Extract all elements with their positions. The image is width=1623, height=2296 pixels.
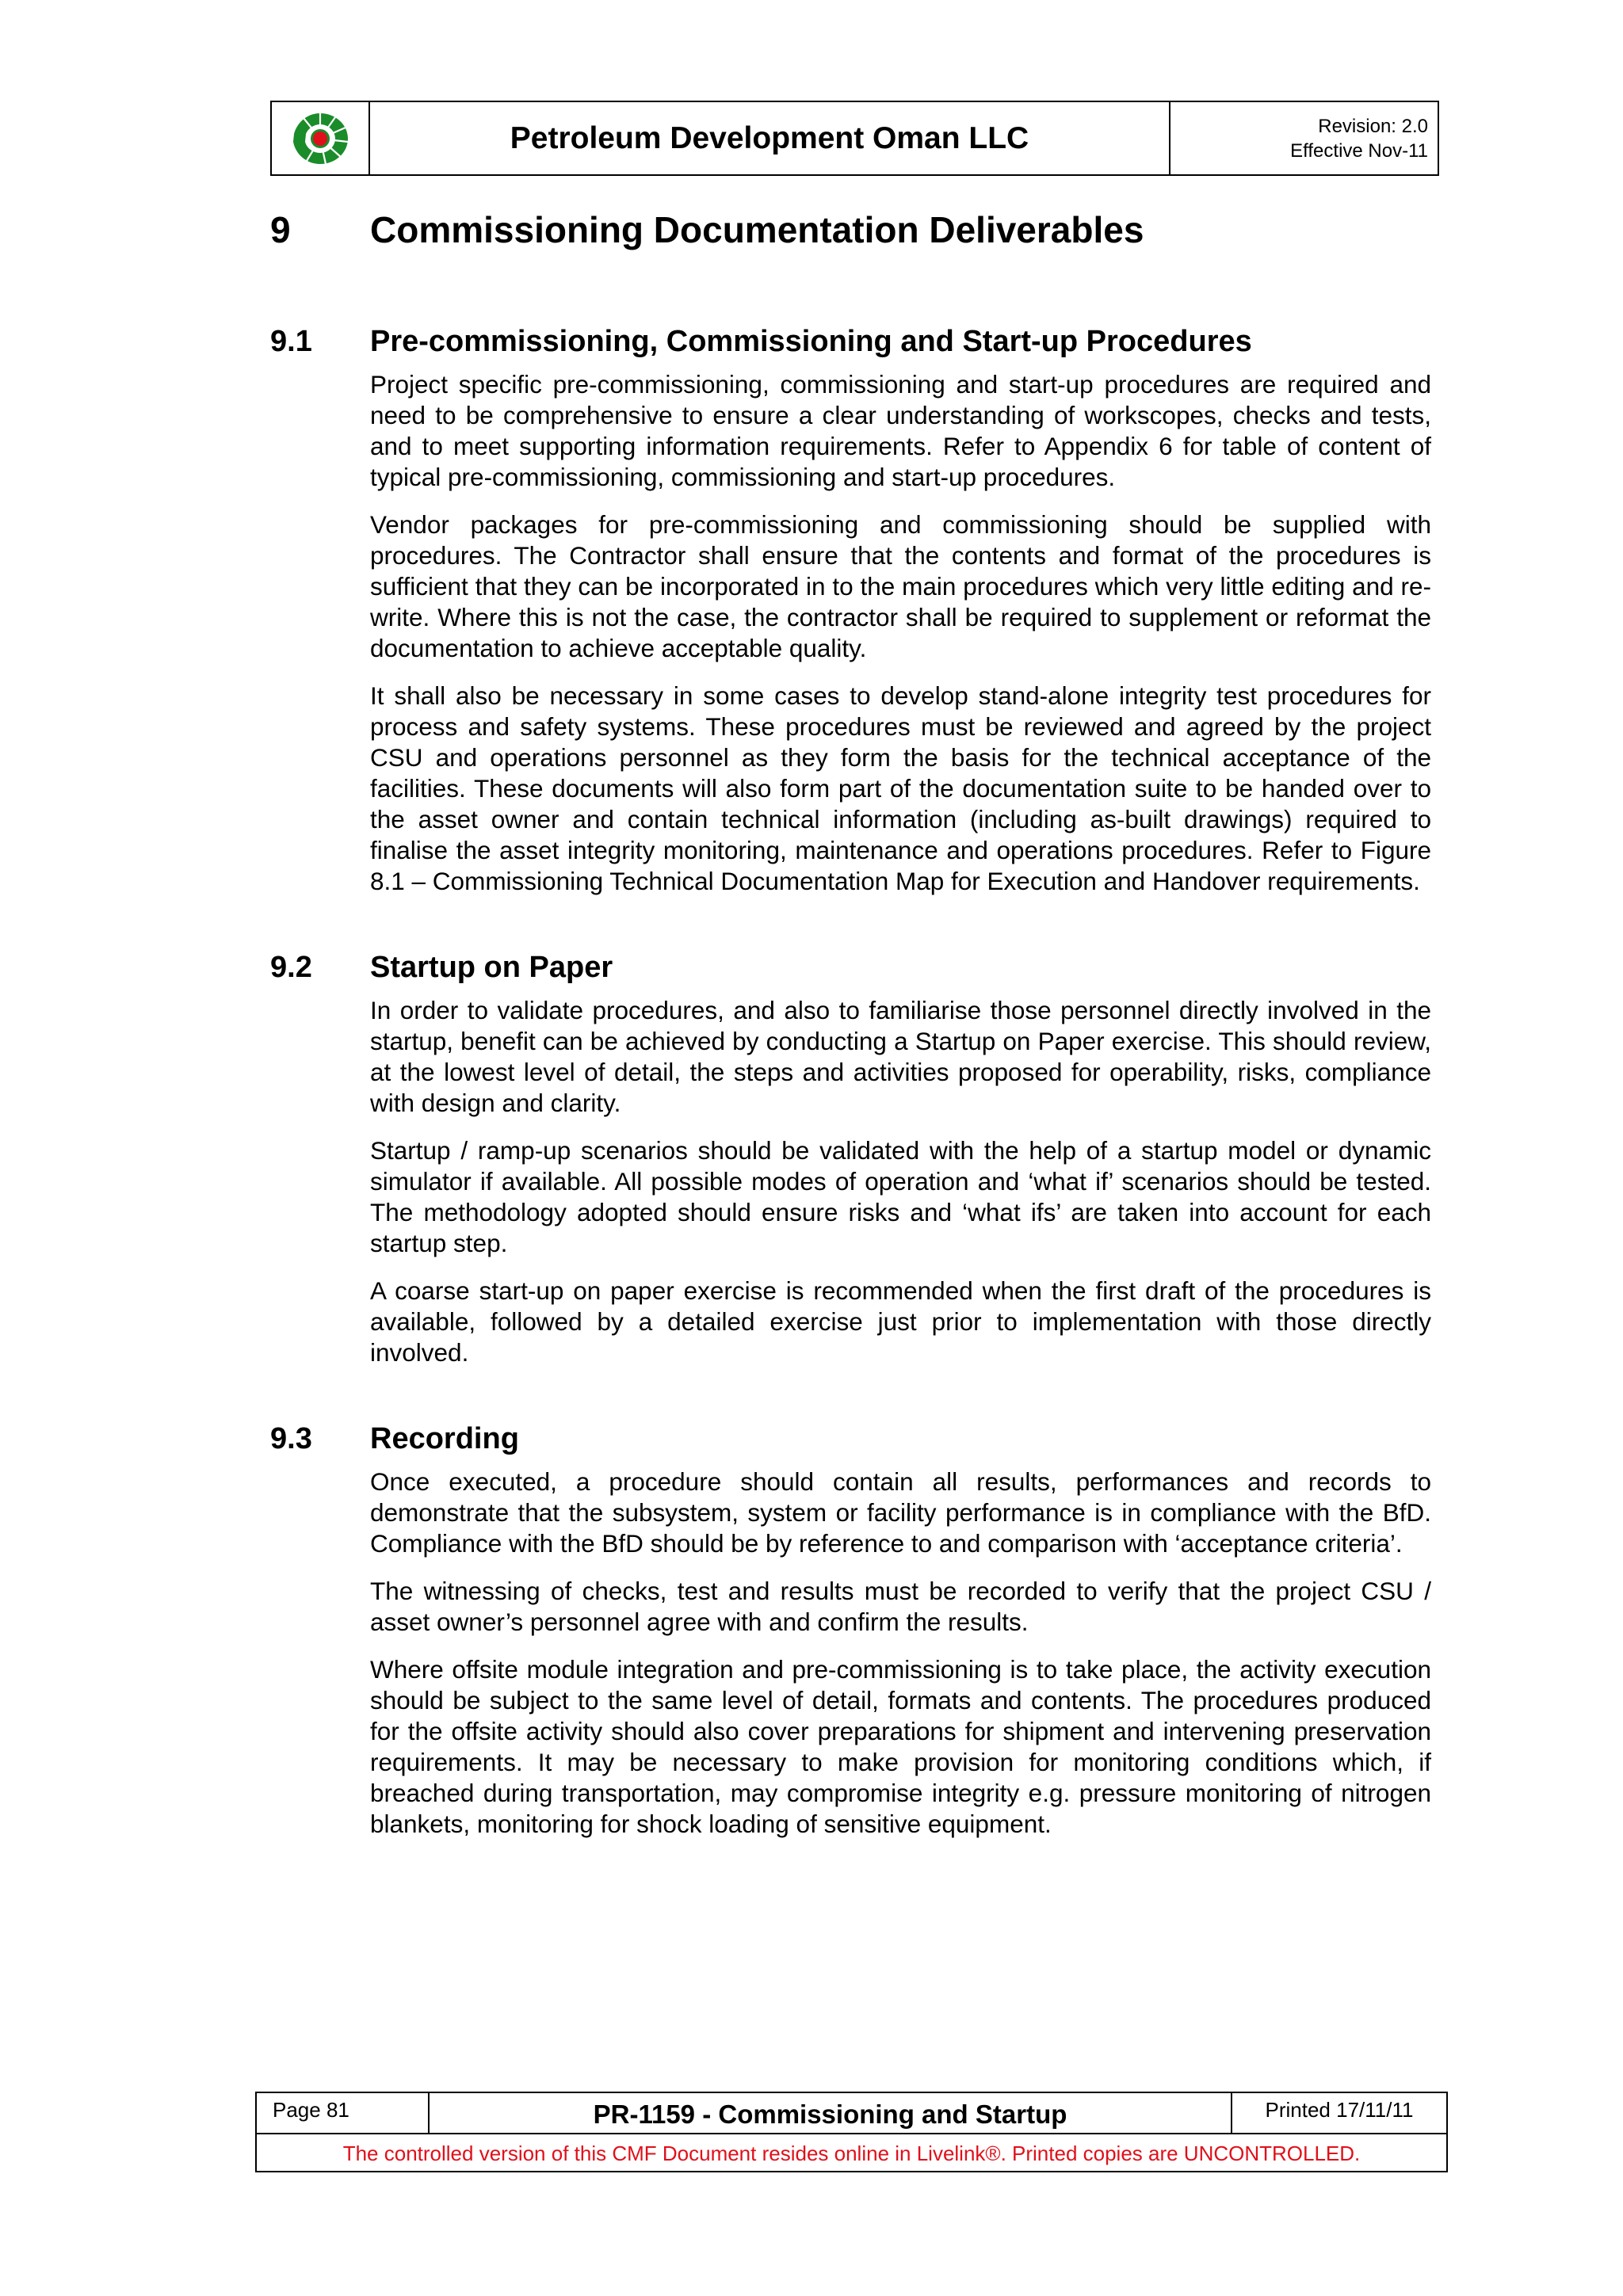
chapter-title: Commissioning Documentation Deliverables: [370, 209, 1144, 250]
section-heading-9-1: [270, 322, 1431, 361]
section-number: 9.1: [270, 324, 312, 358]
paragraph: A coarse start-up on paper exercise is recommended when the first draft of the procedures is available, followed by a detailed exercise just prior to implementation with those directly involved.: [370, 1276, 1431, 1367]
paragraph: Project specific pre-commissioning, commissioning and start-up procedures are required and need to be comprehensive to ensure a clear understanding of workscopes, checks and tests, and to meet supporting information requirements. Refer to Appendix 6 for table of content of typical pre-commissioning, commissioning and start-up procedures.: [370, 370, 1431, 491]
company-name: Petroleum Development Oman LLC: [370, 102, 1170, 174]
section-body-9-1: [370, 369, 1431, 897]
printed-date: Printed 17/11/11: [1265, 2098, 1414, 2122]
pdo-shell-logo-icon: [289, 110, 351, 167]
paragraph: It shall also be necessary in some cases to develop stand-alone integrity test procedures for process and safety systems. These procedures must be reviewed and agreed by the project CSU and operations personnel as they form the basis for the technical acceptance of the facilities. These documents will also form part of the documentation suite to be handed over to the asset owner and contain technical information (including as-built drawings) required to finalise the asset integrity monitoring, maintenance and operations procedures. Refer to Figure 8.1 – Commissioning Technical Documentation Map for Execution and Handover requirements.: [370, 681, 1431, 895]
section-body-9-3: [370, 1466, 1431, 1840]
paragraph: Where offsite module integration and pre-commissioning is to take place, the activity execution should be subject to the same level of detail, formats and contents. The procedures produced for the offsite activity should also cover preparations for shipment and intervening preservation requirements. It may be necessary to make provision for monitoring conditions which, if breached during transportation, may compromise integrity e.g. pressure monitoring of nitrogen blankets, monitoring for shock loading of sensitive equipment.: [370, 1655, 1431, 1838]
revision-label: Revision: 2.0: [1318, 115, 1428, 137]
logo-cell: [272, 102, 370, 174]
footer-info-row: [257, 2093, 1446, 2134]
section-title: Recording: [370, 1421, 519, 1455]
page-header: [270, 101, 1439, 176]
section-title: Startup on Paper: [370, 950, 613, 984]
effective-date: Effective Nov-11: [1290, 139, 1428, 162]
paragraph: In order to validate procedures, and also to familiarise those personnel directly involved in the startup, benefit can be achieved by conducting a Startup on Paper exercise. This should review, at the lowest level of detail, the steps and activities proposed for operability, risks, compliance with design and clarity.: [370, 996, 1431, 1117]
chapter-number: 9: [270, 209, 291, 250]
paragraph: Startup / ramp-up scenarios should be validated with the help of a startup model or dynamic simulator if available. All possible modes of operation and ‘what if’ scenarios should be tested. The methodology adopted should ensure risks and ‘what ifs’ are taken into account for each startup step.: [370, 1136, 1431, 1257]
section-heading-9-2: [270, 948, 1431, 987]
paragraph: Vendor packages for pre-commissioning and commissioning should be supplied with procedures. The Contractor shall ensure that the contents and format of the procedures is sufficient that they can be incorporated in to the main procedures which very little editing and re-write. Where this is not the case, the contractor shall be required to supplement or reformat the documentation to achieve acceptable quality.: [370, 510, 1431, 662]
paragraph: The witnessing of checks, test and results must be recorded to verify that the project CSU / asset owner’s personnel agree with and confirm the results.: [370, 1577, 1431, 1636]
section-number: 9.3: [270, 1421, 312, 1455]
document-title: PR-1159 - Commissioning and Startup: [430, 2093, 1232, 2133]
document-body: [270, 204, 1431, 1840]
page-footer: [255, 2092, 1448, 2172]
controlled-copy-notice: The controlled version of this CMF Document resides online in Livelink®. Printed copies are UNCONTROLLED.: [342, 2142, 1361, 2165]
revision-info: [1170, 102, 1438, 174]
chapter-heading: [270, 204, 1431, 255]
section-body-9-2: [370, 995, 1431, 1368]
section-title: Pre-commissioning, Commissioning and Start-up Procedures: [370, 324, 1252, 358]
section-heading-9-3: [270, 1419, 1431, 1459]
page-number: Page 81: [257, 2093, 430, 2133]
section-number: 9.2: [270, 950, 312, 984]
paragraph: Once executed, a procedure should contain all results, performances and records to demonstrate that the subsystem, system or facility performance is in compliance with the BfD. Compliance with the BfD should be by reference to and comparison with ‘acceptance criteria’.: [370, 1467, 1431, 1558]
